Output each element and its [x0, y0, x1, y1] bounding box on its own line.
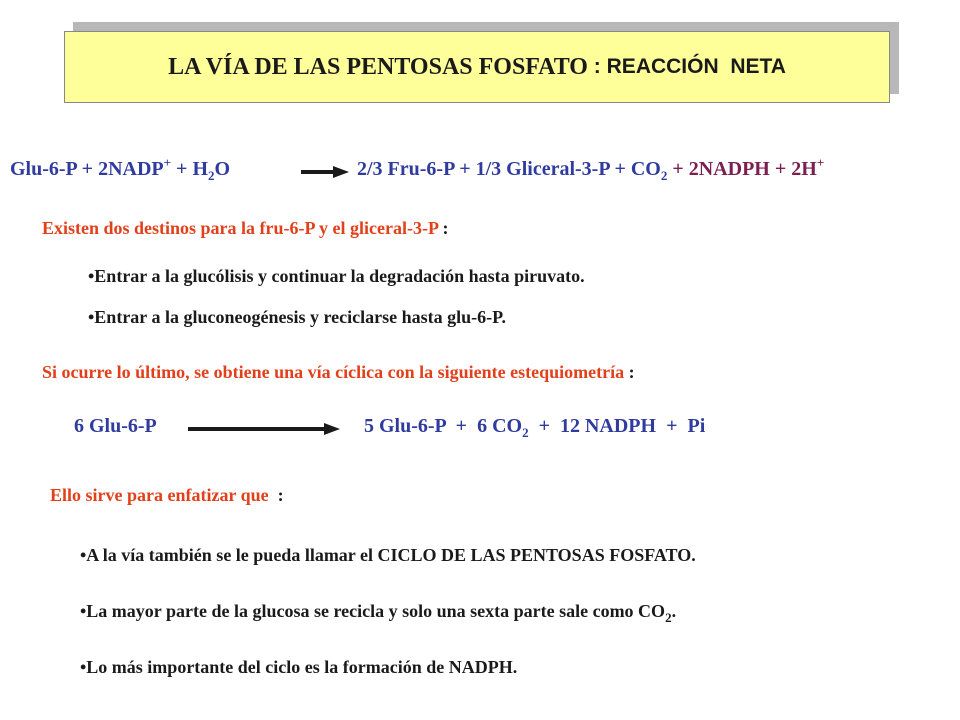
eq1-h2o-h: + H — [171, 158, 208, 180]
enfatizar-heading — [50, 485, 284, 506]
reciclaje-period: . — [671, 601, 677, 621]
bullet-glucolisis: •Entrar a la glucólisis y continuar la degradación hasta piruvato. — [88, 266, 585, 286]
bullet-gluconeogenesis: •Entrar a la gluconeogénesis y reciclarse hasta glu-6-P. — [88, 307, 506, 327]
ciclica-colon: : — [624, 362, 635, 382]
eq1-h-plus: + 2H — [769, 158, 817, 180]
bullet-reciclaje — [80, 601, 677, 625]
destinos-colon: : — [437, 218, 449, 238]
equation1-arrow — [301, 170, 335, 174]
eq1-fru-gliceral: 2/3 Fru-6-P + 1/3 Gliceral-3-P + — [357, 158, 631, 180]
bullet-ciclo: •A la vía también se le pueda llamar el CICLO DE LAS PENTOSAS FOSFATO. — [80, 545, 696, 565]
destinos-heading — [42, 218, 448, 239]
eq1-h2o-o: O — [214, 158, 231, 180]
enfatizar-text: Ello sirve para enfatizar que — [50, 485, 269, 505]
equation2-rhs — [364, 415, 705, 438]
title-separator: : — [587, 55, 607, 78]
eq2-co2-sub: 2 — [522, 425, 529, 440]
destinos-text: Existen dos destinos para la fru-6-P y el gliceral-3-P — [42, 218, 438, 238]
eq2-nadph-pi: + 12 NADPH + Pi — [528, 415, 706, 437]
eq1-co2-sub: 2 — [660, 168, 668, 183]
bullet-nadph: •Lo más importante del ciclo es la formación de NADPH. — [80, 657, 518, 677]
equation1-lhs — [10, 155, 231, 183]
equation1-rhs — [357, 155, 825, 183]
eq2-products: 5 Glu-6-P + 6 CO — [364, 415, 523, 437]
eq1-nadp-charge: + — [163, 155, 172, 170]
reciclaje-co2-sub: 2 — [665, 610, 672, 625]
eq1-nadph: + 2NADPH — [667, 158, 770, 180]
ciclica-heading — [42, 362, 635, 383]
slide-title — [64, 31, 890, 103]
equation2-lhs: 6 Glu-6-P — [74, 415, 157, 437]
reciclaje-text: •La mayor parte de la glucosa se recicla y solo una sexta parte sale como CO — [80, 601, 666, 621]
eq1-co2: CO — [630, 158, 661, 180]
title-main: LA VÍA DE LAS PENTOSAS FOSFATO — [168, 53, 588, 80]
ciclica-text: Si ocurre lo último, se obtiene una vía cíclica con la siguiente estequiometría — [42, 362, 625, 382]
enfatizar-colon: : — [268, 485, 284, 505]
eq1-h2o-sub: 2 — [208, 168, 215, 183]
title-suffix: REACCIÓN NETA — [606, 55, 786, 78]
equation2-arrow — [188, 427, 326, 431]
title-banner — [64, 31, 890, 103]
eq1-glu-nadp: Glu-6-P + 2NADP — [10, 158, 164, 180]
eq1-h-charge: + — [816, 155, 825, 170]
